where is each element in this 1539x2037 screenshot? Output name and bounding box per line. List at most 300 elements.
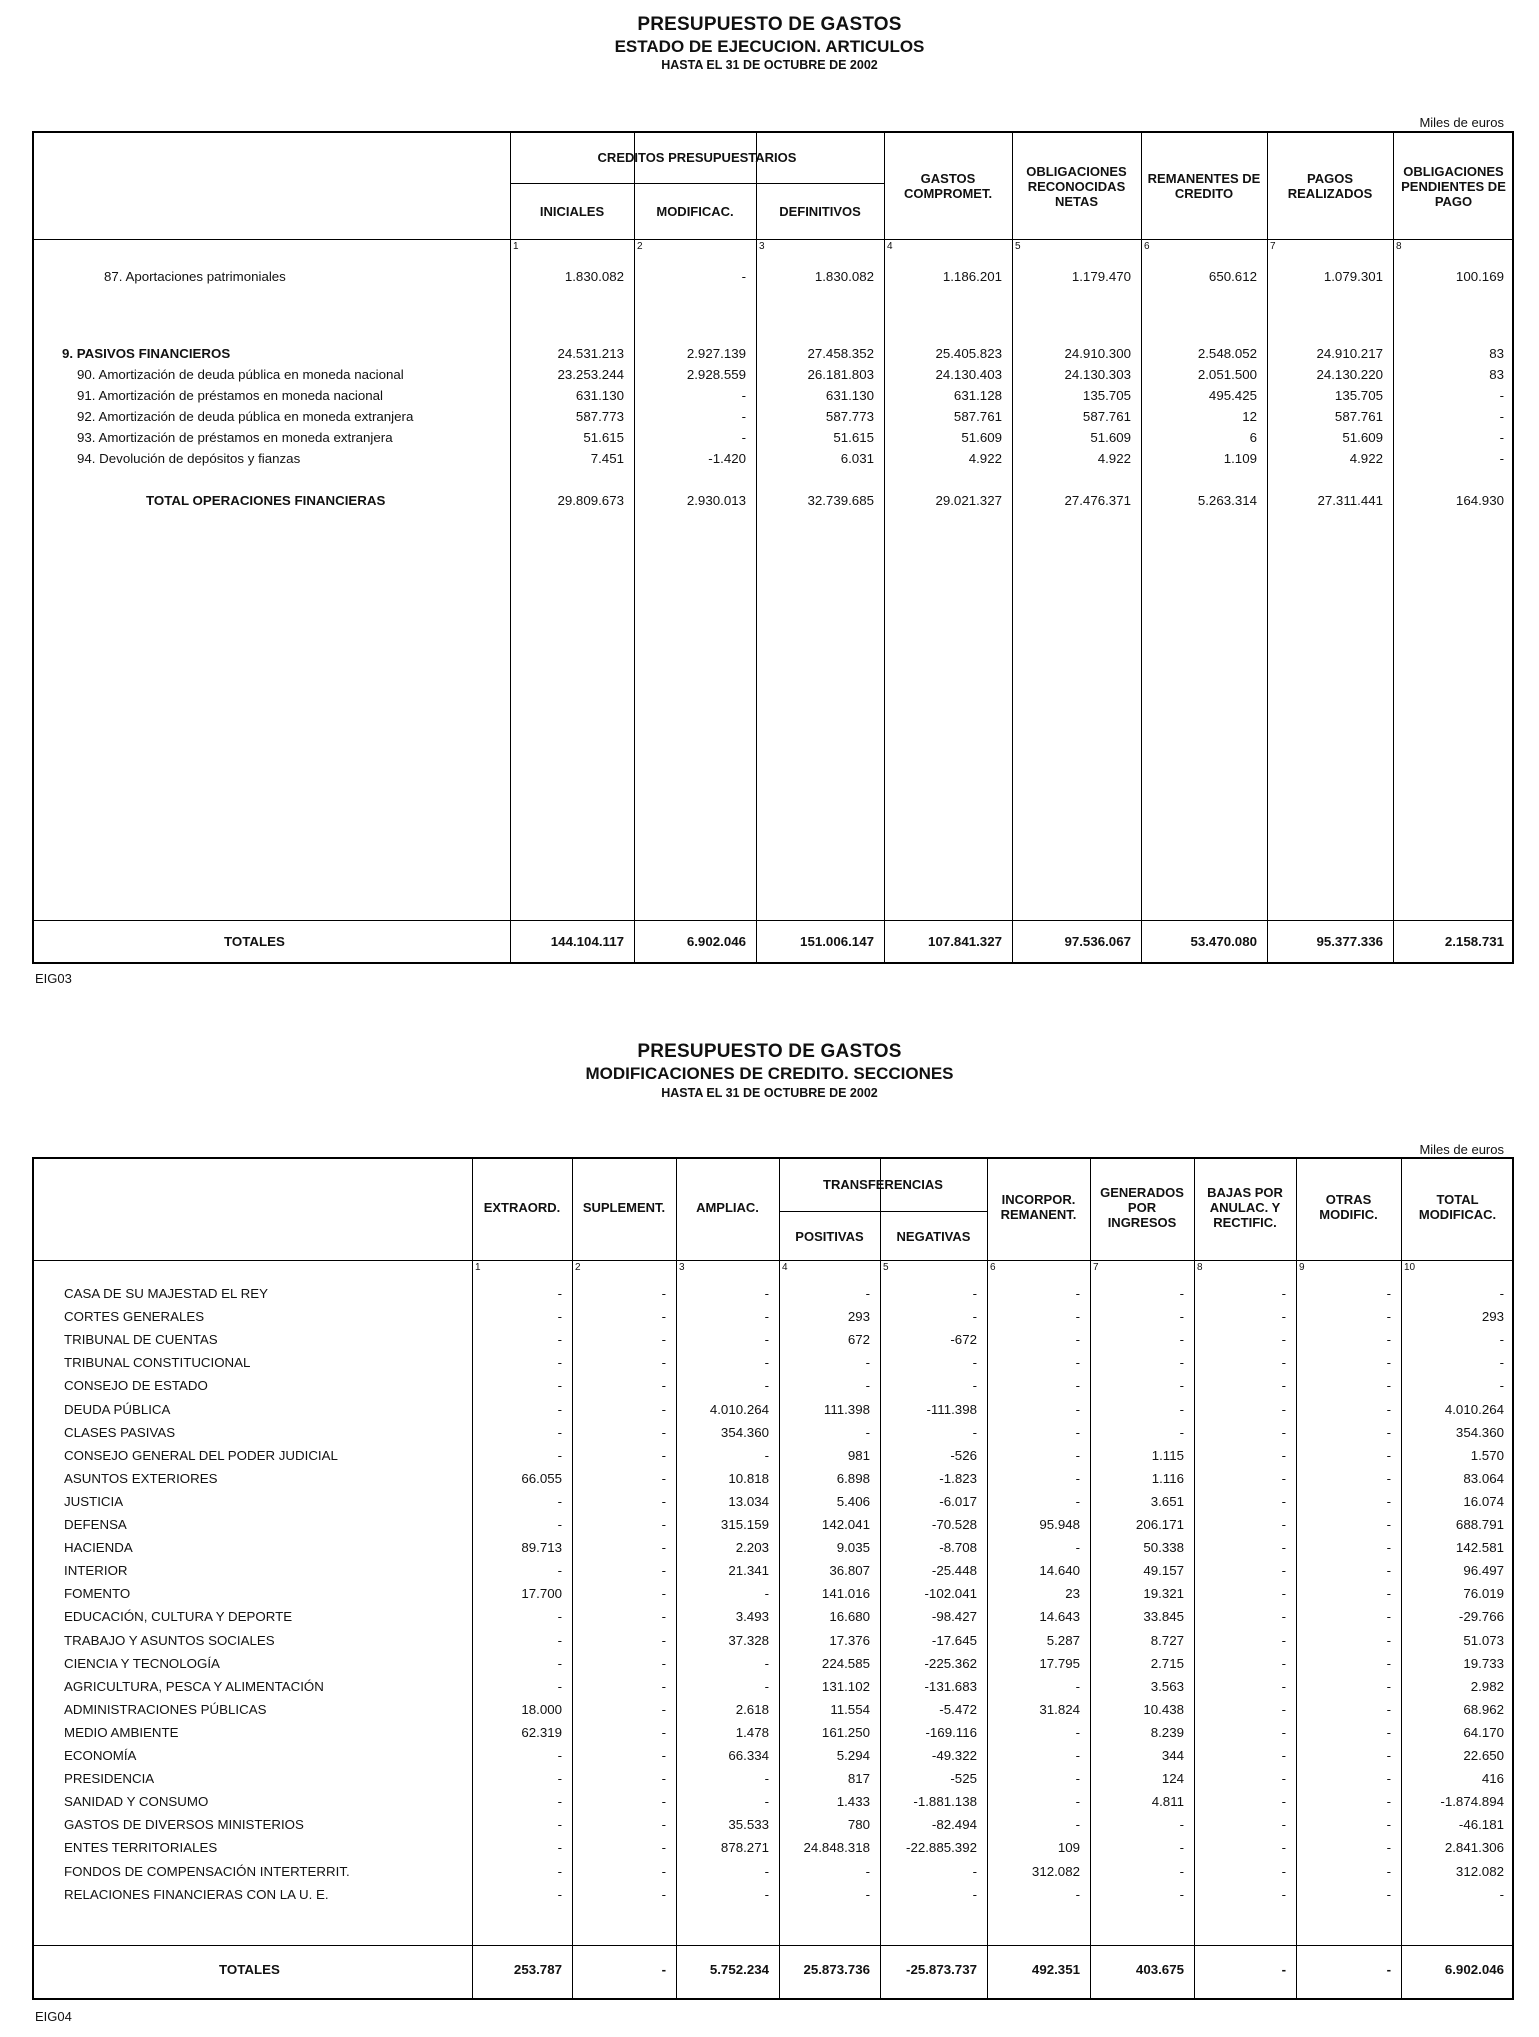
cell-value: - xyxy=(1281,1886,1286,1902)
cell-value: 206.171 xyxy=(1135,1517,1184,1532)
cell-value: 1.433 xyxy=(836,1794,870,1810)
cell-value: - xyxy=(1386,1609,1391,1625)
group-divider xyxy=(779,1211,987,1212)
cell-value: -526 xyxy=(950,1447,977,1463)
cell-value: - xyxy=(661,1332,666,1348)
cell-value: 24.130.220 xyxy=(1316,367,1383,382)
totals-value: - xyxy=(661,1962,666,1977)
cell-value: - xyxy=(741,430,746,445)
row-label: CONSEJO DE ESTADO xyxy=(64,1378,208,1394)
totals-value: 5.752.234 xyxy=(709,1962,769,1977)
report2-subtitle: MODIFICACIONES DE CREDITO. SECCIONES xyxy=(585,1064,954,1083)
cell-value: 89.713 xyxy=(521,1540,562,1556)
cell-value: 64.170 xyxy=(1463,1724,1504,1740)
cell-value: 76.019 xyxy=(1463,1586,1504,1602)
cell-value: - xyxy=(557,1840,562,1856)
column-header: NEGATIVAS xyxy=(896,1228,971,1244)
cell-value: - xyxy=(764,1886,769,1902)
cell-value: 2.928.559 xyxy=(686,367,746,382)
cell-value: 12 xyxy=(1242,409,1257,424)
cell-value: 50.338 xyxy=(1143,1540,1184,1556)
cell-value: 124 xyxy=(1161,1771,1184,1787)
cell-value: - xyxy=(661,1378,666,1394)
col-divider xyxy=(756,133,757,962)
row-label: RELACIONES FINANCIERAS CON LA U. E. xyxy=(64,1886,329,1902)
cell-value: 3.651 xyxy=(1150,1493,1184,1509)
cell-value: 4.811 xyxy=(1151,1794,1184,1810)
cell-value: - xyxy=(1386,1332,1391,1348)
cell-value: 4.922 xyxy=(1097,451,1131,466)
row-label: GASTOS DE DIVERSOS MINISTERIOS xyxy=(64,1817,304,1833)
col-divider xyxy=(1393,133,1394,962)
cell-value: - xyxy=(557,1748,562,1763)
cell-value: 26.181.803 xyxy=(807,367,874,382)
cell-value: 17.700 xyxy=(521,1586,562,1602)
cell-value: - xyxy=(865,1355,870,1371)
column-header: BAJAS POR ANULAC. Y RECTIFIC. xyxy=(1207,1184,1283,1230)
cell-value: - xyxy=(764,1794,769,1810)
totals-value: 151.006.147 xyxy=(800,934,874,949)
column-header: POSITIVAS xyxy=(795,1228,864,1244)
row-label: ENTES TERRITORIALES xyxy=(64,1840,218,1856)
cell-value: - xyxy=(1386,1863,1391,1879)
cell-value: - xyxy=(661,1447,666,1463)
cell-value: 9.035 xyxy=(836,1540,870,1556)
cell-value: - xyxy=(1386,1886,1391,1902)
row-label: TRIBUNAL DE CUENTAS xyxy=(64,1332,218,1348)
cell-value: - xyxy=(661,1493,666,1509)
cell-value: 29.021.327 xyxy=(935,493,1002,508)
report2-units: Miles de euros xyxy=(1419,1142,1504,1157)
cell-value: - xyxy=(1281,1517,1286,1532)
cell-value: - xyxy=(661,1840,666,1856)
cell-value: -225.362 xyxy=(924,1655,977,1671)
cell-value: 495.425 xyxy=(1208,388,1257,403)
cell-value: 10.818 xyxy=(728,1470,769,1486)
cell-value: - xyxy=(1386,1309,1391,1325)
column-number: 5 xyxy=(883,1262,889,1273)
cell-value: 8.727 xyxy=(1150,1632,1184,1648)
cell-value: - xyxy=(1281,1794,1286,1810)
cell-value: -1.823 xyxy=(939,1470,977,1486)
cell-value: - xyxy=(1386,1586,1391,1602)
cell-value: - xyxy=(1075,1678,1080,1694)
cell-value: 22.650 xyxy=(1463,1748,1504,1763)
cell-value: - xyxy=(1075,1886,1080,1902)
cell-value: - xyxy=(1281,1493,1286,1509)
cell-value: -111.398 xyxy=(926,1401,977,1417)
col-divider xyxy=(1141,133,1142,962)
cell-value: - xyxy=(1179,1817,1184,1833)
cell-value: - xyxy=(764,1863,769,1879)
cell-value: 416 xyxy=(1481,1771,1504,1787)
cell-value: 164.930 xyxy=(1455,493,1504,508)
cell-value: - xyxy=(865,1378,870,1394)
cell-value: - xyxy=(1281,1401,1286,1417)
cell-value: - xyxy=(661,1794,666,1810)
cell-value: 312.082 xyxy=(1455,1863,1504,1879)
column-number: 4 xyxy=(887,241,893,252)
cell-value: - xyxy=(1386,1540,1391,1556)
cell-value: - xyxy=(1386,1655,1391,1671)
cell-value: - xyxy=(764,1655,769,1671)
cell-value: - xyxy=(1386,1632,1391,1648)
cell-value: - xyxy=(1179,1286,1184,1301)
row-label: JUSTICIA xyxy=(64,1493,124,1509)
cell-value: - xyxy=(1386,1286,1391,1301)
cell-value: - xyxy=(1386,1355,1391,1371)
cell-value: - xyxy=(1179,1355,1184,1371)
cell-value: - xyxy=(1386,1447,1391,1463)
row-label: MEDIO AMBIENTE xyxy=(64,1724,179,1740)
cell-value: 49.157 xyxy=(1143,1563,1184,1579)
cell-value: 5.406 xyxy=(836,1493,870,1509)
cell-value: - xyxy=(1281,1332,1286,1348)
cell-value: 587.773 xyxy=(575,409,624,424)
cell-value: 17.795 xyxy=(1039,1655,1080,1671)
cell-value: 4.010.264 xyxy=(1444,1401,1504,1417)
cell-value: -5.472 xyxy=(939,1701,977,1717)
cell-value: - xyxy=(1281,1632,1286,1648)
cell-value: - xyxy=(1075,1378,1080,1394)
cell-value: - xyxy=(557,1424,562,1440)
column-header: INCORPOR. REMANENT. xyxy=(1000,1192,1077,1222)
cell-value: - xyxy=(661,1724,666,1740)
cell-value: 780 xyxy=(847,1817,870,1833)
cell-value: 981 xyxy=(847,1447,870,1463)
cell-value: 5.294 xyxy=(836,1748,870,1763)
cell-value: - xyxy=(1281,1655,1286,1671)
cell-value: - xyxy=(1075,1309,1080,1325)
cell-value: - xyxy=(1386,1378,1391,1394)
cell-value: 62.319 xyxy=(521,1724,562,1740)
cell-value: -672 xyxy=(950,1332,977,1348)
cell-value: 344 xyxy=(1161,1748,1184,1763)
cell-value: -1.874.894 xyxy=(1440,1794,1504,1810)
cell-value: - xyxy=(972,1886,977,1902)
cell-value: 25.405.823 xyxy=(935,346,1002,361)
cell-value: 631.130 xyxy=(825,388,874,403)
cell-value: - xyxy=(1281,1678,1286,1694)
cell-value: 312.082 xyxy=(1031,1863,1080,1879)
totals-divider xyxy=(34,1945,1512,1946)
cell-value: - xyxy=(1075,1724,1080,1740)
cell-value: - xyxy=(1281,1863,1286,1879)
totals-label: TOTALES xyxy=(224,934,285,949)
cell-value: 6.898 xyxy=(836,1470,870,1486)
row-label: 87. Aportaciones patrimoniales xyxy=(104,269,286,284)
cell-value: 141.016 xyxy=(821,1586,870,1602)
cell-value: - xyxy=(1281,1355,1286,1371)
row-label: CONSEJO GENERAL DEL PODER JUDICIAL xyxy=(64,1447,338,1463)
cell-value: - xyxy=(557,1817,562,1833)
cell-value: -98.427 xyxy=(931,1609,977,1625)
cell-value: 354.360 xyxy=(1455,1424,1504,1440)
row-label: EDUCACIÓN, CULTURA Y DEPORTE xyxy=(64,1609,293,1625)
cell-value: 32.739.685 xyxy=(807,493,874,508)
column-number: 10 xyxy=(1404,1262,1416,1273)
cell-value: 17.376 xyxy=(829,1632,870,1648)
cell-value: - xyxy=(972,1378,977,1394)
cell-value: 51.073 xyxy=(1463,1632,1504,1648)
cell-value: 672 xyxy=(847,1332,870,1348)
cell-value: - xyxy=(661,1609,666,1625)
cell-value: -17.645 xyxy=(931,1632,977,1648)
cell-value: 1.570 xyxy=(1470,1447,1504,1463)
cell-value: 33.845 xyxy=(1143,1609,1184,1625)
cell-value: 27.458.352 xyxy=(807,346,874,361)
row-label: TRABAJO Y ASUNTOS SOCIALES xyxy=(64,1632,275,1648)
row-label: CLASES PASIVAS xyxy=(64,1424,176,1440)
cell-value: 2.618 xyxy=(735,1701,769,1717)
cell-value: - xyxy=(1386,1401,1391,1417)
totals-value: 95.377.336 xyxy=(1316,934,1383,949)
cell-value: - xyxy=(1075,1447,1080,1463)
cell-value: - xyxy=(764,1309,769,1325)
cell-value: 1.830.082 xyxy=(564,269,624,284)
cell-value: 24.130.303 xyxy=(1064,367,1131,382)
cell-value: - xyxy=(557,1332,562,1348)
cell-value: 21.341 xyxy=(728,1563,769,1579)
cell-value: -82.494 xyxy=(931,1817,977,1833)
cell-value: 51.615 xyxy=(833,430,874,445)
cell-value: 878.271 xyxy=(720,1840,769,1856)
row-label: FONDOS DE COMPENSACIÓN INTERTERRIT. xyxy=(64,1863,350,1879)
cell-value: - xyxy=(1075,1493,1080,1509)
cell-value: - xyxy=(557,1794,562,1810)
cell-value: - xyxy=(1499,451,1504,466)
totals-value: 25.873.736 xyxy=(803,1962,870,1977)
cell-value: - xyxy=(557,1632,562,1648)
column-header: PAGOS REALIZADOS xyxy=(1287,171,1373,201)
cell-value: - xyxy=(1281,1563,1286,1579)
cell-value: 6 xyxy=(1249,430,1257,445)
cell-value: 2.927.139 xyxy=(686,346,746,361)
row-label: CORTES GENERALES xyxy=(64,1309,205,1325)
cell-value: - xyxy=(557,1886,562,1902)
cell-value: 2.051.500 xyxy=(1197,367,1257,382)
cell-value: 16.680 xyxy=(829,1609,870,1625)
cell-value: - xyxy=(1281,1817,1286,1833)
cell-value: 66.334 xyxy=(728,1748,769,1763)
cell-value: - xyxy=(661,1355,666,1371)
cell-value: 109 xyxy=(1057,1840,1080,1856)
column-number: 1 xyxy=(513,241,519,252)
cell-value: 587.773 xyxy=(825,409,874,424)
totals-value: 97.536.067 xyxy=(1064,934,1131,949)
column-number: 3 xyxy=(759,241,765,252)
cell-value: - xyxy=(1386,1840,1391,1856)
cell-value: 354.360 xyxy=(720,1424,769,1440)
report1-date: HASTA EL 31 DE OCTUBRE DE 2002 xyxy=(661,58,878,72)
cell-value: - xyxy=(557,1863,562,1879)
column-number: 1 xyxy=(475,1262,481,1273)
cell-value: 631.128 xyxy=(953,388,1002,403)
cell-value: 7.451 xyxy=(590,451,624,466)
cell-value: - xyxy=(741,388,746,403)
report1-subtitle: ESTADO DE EJECUCION. ARTICULOS xyxy=(614,37,925,56)
cell-value: - xyxy=(1281,1748,1286,1763)
cell-value: 817 xyxy=(847,1771,870,1787)
totals-value: - xyxy=(1281,1962,1286,1977)
totals-value: 403.675 xyxy=(1135,1962,1184,1977)
row-label: CASA DE SU MAJESTAD EL REY xyxy=(64,1286,268,1301)
cell-value: 135.705 xyxy=(1082,388,1131,403)
cell-value: - xyxy=(1281,1701,1286,1717)
cell-value: - xyxy=(661,1470,666,1486)
totals-value: 107.841.327 xyxy=(928,934,1002,949)
cell-value: - xyxy=(1386,1424,1391,1440)
cell-value: 83.064 xyxy=(1463,1470,1504,1486)
cell-value: - xyxy=(661,1701,666,1717)
cell-value: 14.640 xyxy=(1039,1563,1080,1579)
col-divider xyxy=(634,133,635,962)
cell-value: - xyxy=(557,1655,562,1671)
cell-value: 51.609 xyxy=(1090,430,1131,445)
cell-value: 24.910.300 xyxy=(1064,346,1131,361)
cell-value: -102.041 xyxy=(924,1586,977,1602)
row-label: TRIBUNAL CONSTITUCIONAL xyxy=(64,1355,251,1371)
cell-value: 587.761 xyxy=(953,409,1002,424)
cell-value: 1.116 xyxy=(1151,1470,1184,1486)
cell-value: - xyxy=(972,1286,977,1301)
col-divider xyxy=(884,133,885,962)
cell-value: - xyxy=(1075,1355,1080,1371)
cell-value: - xyxy=(1281,1424,1286,1440)
cell-value: - xyxy=(1386,1678,1391,1694)
cell-value: -22.885.392 xyxy=(906,1840,977,1856)
cell-value: - xyxy=(557,1355,562,1371)
cell-value: 37.328 xyxy=(728,1632,769,1648)
cell-value: 5.287 xyxy=(1046,1632,1080,1648)
row-label: CIENCIA Y TECNOLOGÍA xyxy=(64,1655,220,1671)
cell-value: 24.848.318 xyxy=(803,1840,870,1856)
cell-value: 51.609 xyxy=(1342,430,1383,445)
column-header: REMANENTES DE CREDITO xyxy=(1147,171,1261,201)
cell-value: - xyxy=(1075,1401,1080,1417)
cell-value: 18.000 xyxy=(521,1701,562,1717)
cell-value: 66.055 xyxy=(521,1470,562,1486)
totals-value: 6.902.046 xyxy=(686,934,746,949)
cell-value: - xyxy=(1499,1886,1504,1902)
cell-value: 4.922 xyxy=(1349,451,1383,466)
cell-value: - xyxy=(557,1678,562,1694)
totals-value: - xyxy=(1386,1962,1391,1977)
cell-value: - xyxy=(1075,1332,1080,1348)
cell-value: - xyxy=(1281,1540,1286,1556)
cell-value: - xyxy=(557,1401,562,1417)
column-number: 7 xyxy=(1093,1262,1099,1273)
cell-value: 100.169 xyxy=(1455,269,1504,284)
cell-value: - xyxy=(972,1355,977,1371)
cell-value: 2.930.013 xyxy=(686,493,746,508)
cell-value: - xyxy=(1075,1470,1080,1486)
cell-value: 2.715 xyxy=(1150,1655,1184,1671)
cell-value: 131.102 xyxy=(821,1678,870,1694)
cell-value: - xyxy=(1075,1794,1080,1810)
cell-value: - xyxy=(972,1424,977,1440)
cell-value: - xyxy=(557,1493,562,1509)
cell-value: - xyxy=(1281,1771,1286,1787)
cell-value: - xyxy=(1281,1840,1286,1856)
totals-value: 6.902.046 xyxy=(1444,1962,1504,1977)
row-label: AGRICULTURA, PESCA Y ALIMENTACIÓN xyxy=(64,1678,324,1694)
cell-value: 23.253.244 xyxy=(557,367,624,382)
cell-value: - xyxy=(557,1286,562,1301)
cell-value: -46.181 xyxy=(1458,1817,1504,1833)
cell-value: -25.448 xyxy=(931,1563,977,1579)
cell-value: 5.263.314 xyxy=(1197,493,1257,508)
cell-value: - xyxy=(764,1378,769,1394)
column-number: 8 xyxy=(1396,241,1402,252)
cell-value: 19.321 xyxy=(1143,1586,1184,1602)
cell-value: - xyxy=(1179,1424,1184,1440)
cell-value: - xyxy=(1179,1840,1184,1856)
column-header: AMPLIAC. xyxy=(696,1199,759,1215)
column-header: OBLIGACIONES PENDIENTES DE PAGO xyxy=(1401,163,1506,209)
cell-value: - xyxy=(1075,1540,1080,1556)
report1-units: Miles de euros xyxy=(1419,115,1504,130)
cell-value: 142.041 xyxy=(821,1517,870,1532)
report1-title: PRESUPUESTO DE GASTOS xyxy=(637,14,902,35)
cell-value: - xyxy=(1281,1447,1286,1463)
cell-value: - xyxy=(1281,1586,1286,1602)
cell-value: - xyxy=(1499,1286,1504,1301)
cell-value: - xyxy=(865,1424,870,1440)
cell-value: - xyxy=(764,1771,769,1787)
col-divider xyxy=(1012,133,1013,962)
cell-value: 224.585 xyxy=(821,1655,870,1671)
cell-value: 142.581 xyxy=(1455,1540,1504,1556)
cell-value: - xyxy=(1499,1332,1504,1348)
cell-value: 36.807 xyxy=(829,1563,870,1579)
cell-value: - xyxy=(661,1771,666,1787)
totals-divider xyxy=(34,920,1512,921)
cell-value: - xyxy=(661,1632,666,1648)
cell-value: - xyxy=(661,1678,666,1694)
report2-code: EIG04 xyxy=(35,2009,72,2024)
cell-value: - xyxy=(972,1309,977,1325)
cell-value: 24.531.213 xyxy=(557,346,624,361)
cell-value: - xyxy=(1386,1817,1391,1833)
cell-value: 83 xyxy=(1489,346,1504,361)
totals-value: 2.158.731 xyxy=(1444,934,1504,949)
cell-value: - xyxy=(741,269,746,284)
row-label: PRESIDENCIA xyxy=(64,1771,155,1787)
cell-value: 3.563 xyxy=(1150,1678,1184,1694)
cell-value: 1.830.082 xyxy=(814,269,874,284)
row-label: INTERIOR xyxy=(64,1563,128,1579)
cell-value: - xyxy=(1386,1771,1391,1787)
cell-value: - xyxy=(661,1517,666,1532)
cell-value: 11.554 xyxy=(830,1701,870,1717)
cell-value: - xyxy=(1179,1886,1184,1902)
report2-date: HASTA EL 31 DE OCTUBRE DE 2002 xyxy=(661,1086,878,1100)
cell-value: 161.250 xyxy=(821,1724,870,1740)
cell-value: - xyxy=(1499,1355,1504,1371)
cell-value: 27.311.441 xyxy=(1317,493,1383,508)
column-header: SUPLEMENT. xyxy=(582,1199,666,1215)
row-label: 91. Amortización de préstamos en moneda nacional xyxy=(77,388,384,403)
cell-value: - xyxy=(1386,1724,1391,1740)
cell-value: 4.010.264 xyxy=(709,1401,769,1417)
cell-value: 2.841.306 xyxy=(1444,1840,1504,1856)
row-label: 93. Amortización de préstamos en moneda extranjera xyxy=(77,430,393,445)
cell-value: - xyxy=(1281,1470,1286,1486)
cell-value: - xyxy=(1075,1771,1080,1787)
cell-value: 13.034 xyxy=(728,1493,769,1509)
cell-value: 111.398 xyxy=(823,1401,870,1417)
